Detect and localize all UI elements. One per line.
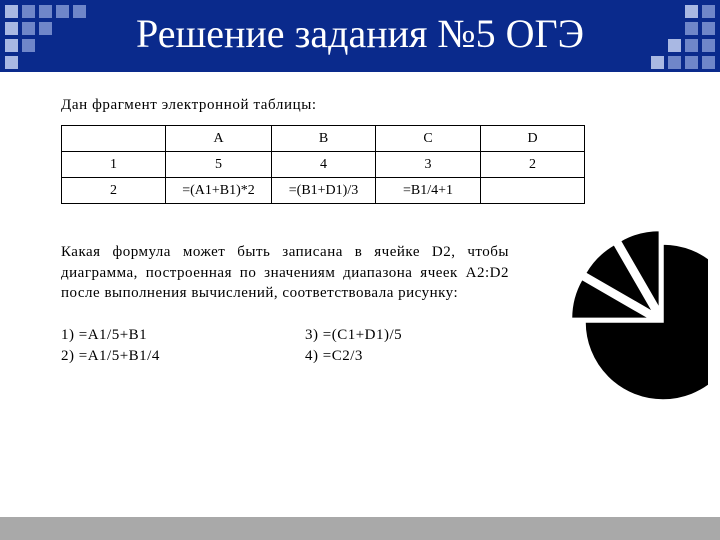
cell-a2: =(A1+B1)*2 — [166, 178, 272, 204]
corner-cell — [62, 126, 166, 152]
decor-square — [702, 56, 715, 69]
column-header-c: C — [376, 126, 481, 152]
cell-b2: =(B1+D1)/3 — [272, 178, 376, 204]
column-header-a: A — [166, 126, 272, 152]
slide-title: Решение задания №5 ОГЭ — [135, 11, 585, 56]
slide-footer — [0, 517, 720, 540]
cell-c2: =B1/4+1 — [376, 178, 481, 204]
cell-d1: 2 — [481, 152, 585, 178]
cell-c1: 3 — [376, 152, 481, 178]
table-row — [62, 152, 585, 178]
table-header-row — [62, 126, 585, 152]
row-header-2: 2 — [62, 178, 166, 204]
column-header-b: B — [272, 126, 376, 152]
table-row — [62, 178, 585, 204]
answer-option-2: 2) =A1/5+B1/4 — [61, 348, 160, 364]
answer-options-right — [305, 325, 402, 367]
answer-options-left — [61, 325, 160, 367]
column-header-d: D — [481, 126, 585, 152]
cell-a1: 5 — [166, 152, 272, 178]
slide-header — [0, 0, 720, 72]
task-intro: Дан фрагмент электронной таблицы: — [61, 97, 317, 113]
spreadsheet-fragment — [61, 125, 585, 204]
decor-square — [5, 56, 18, 69]
decor-square — [668, 56, 681, 69]
task-question: Какая формула может быть записана в ячейке D2, чтобы диаграмма, построенная по значениям диапазона ячеек A2:D2 после выполнения вычислений, соответствовала рисунку: — [61, 244, 509, 301]
decor-square — [651, 56, 664, 69]
decor-square — [685, 56, 698, 69]
row-header-1: 1 — [62, 152, 166, 178]
answer-option-1: 1) =A1/5+B1 — [61, 327, 148, 343]
answer-option-4: 4) =C2/3 — [305, 348, 363, 364]
cell-d2 — [481, 178, 585, 204]
cell-b1: 4 — [272, 152, 376, 178]
pie-chart — [558, 222, 708, 402]
answer-option-3: 3) =(C1+D1)/5 — [305, 327, 403, 343]
